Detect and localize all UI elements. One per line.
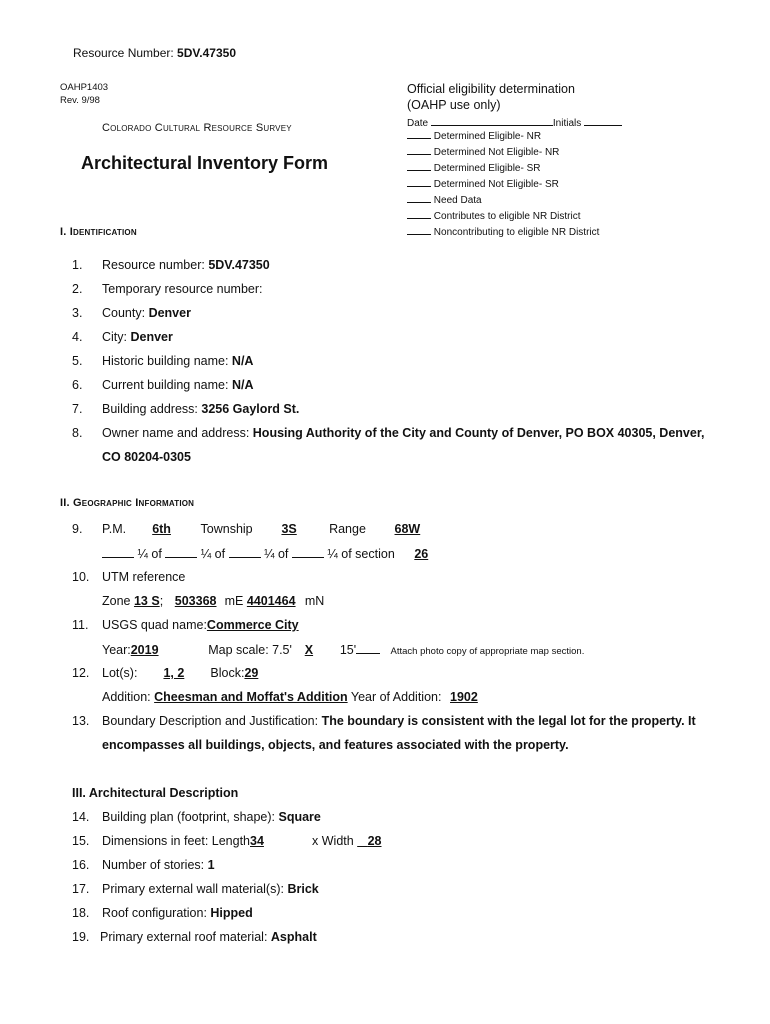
lot-value: 1, 2 <box>163 666 185 680</box>
section-value: 26 <box>414 547 429 561</box>
item-boundary-continued: encompasses all buildings, objects, and features associated with the property. <box>102 738 569 752</box>
item-boundary: Boundary Description and Justification: The boundary is consistent with the legal lot for the property. It <box>102 714 696 728</box>
form-code: OAHP1403 <box>60 82 109 93</box>
section-architectural-heading: III. Architectural Description <box>72 786 239 800</box>
resource-number-label: Resource Number: <box>73 46 178 60</box>
length-value: 34 <box>250 834 264 848</box>
item-pm-township-range: P.M. 6th Township 3S Range 68W <box>102 522 445 536</box>
attach-note: Attach photo copy of appropriate map section. <box>390 646 585 657</box>
date-label: Date <box>407 118 429 129</box>
usgs-value: Commerce City <box>206 618 299 632</box>
item-building-plan: Building plan (footprint, shape): Square <box>102 810 321 824</box>
township-value: 3S <box>281 522 297 536</box>
initials-label: Initials <box>552 118 582 129</box>
item-resource-number: Resource number: 5DV.47350 <box>102 258 270 272</box>
date-blank <box>431 114 553 126</box>
item-number: 11. <box>72 618 89 632</box>
item-roof-configuration: Roof configuration: Hipped <box>102 906 253 920</box>
item-number: 13. <box>72 714 90 728</box>
item-owner: Owner name and address: Housing Authority of the City and County of Denver, PO BOX 40305, Denver, <box>102 426 705 440</box>
item-quarter-section: ¼ of ¼ of ¼ of ¼ of section 26 <box>102 546 444 561</box>
survey-name: Colorado Cultural Resource Survey <box>102 122 292 134</box>
section-geographic-heading: II. Geographic Information <box>60 497 195 509</box>
range-value: 68W <box>394 522 421 536</box>
addition-value: Cheesman and Moffat's Addition <box>154 690 348 704</box>
item-number: 4. <box>72 330 83 344</box>
item-number: 1. <box>72 258 83 272</box>
official-option: Noncontributing to eligible NR District <box>407 223 599 239</box>
item-current-name: Current building name: N/A <box>102 378 254 392</box>
item-number: 3. <box>72 306 83 320</box>
official-option: Determined Eligible- NR <box>407 127 599 143</box>
resource-number-value: 5DV.47350 <box>177 46 236 60</box>
northing-value: 4401464 <box>246 594 296 608</box>
item-number: 7. <box>72 402 83 416</box>
pm-value: 6th <box>152 522 171 536</box>
form-revision: Rev. 9/98 <box>60 95 100 106</box>
official-option: Contributes to eligible NR District <box>407 207 599 223</box>
addition-year-value: 1902 <box>450 690 478 704</box>
item-number: 14. <box>72 810 90 824</box>
item-number: 10. <box>72 570 90 584</box>
item-owner-continued: CO 80204-0305 <box>102 450 191 464</box>
item-wall-material: Primary external wall material(s): Brick <box>102 882 319 896</box>
form-title: Architectural Inventory Form <box>81 153 329 173</box>
item-number: 6. <box>72 378 83 392</box>
item-number: 16. <box>72 858 90 872</box>
section-identification-heading: I. Identification <box>60 226 137 238</box>
item-dimensions: Dimensions in feet: Length34 x Width 28 <box>102 834 427 848</box>
easting-value: 503368 <box>174 594 217 608</box>
official-option: Determined Eligible- SR <box>407 159 599 175</box>
item-stories: Number of stories: 1 <box>102 858 215 872</box>
item-lot-block: Lot(s): 1, 2 Block:29 <box>102 666 314 680</box>
item-usgs-quad: USGS quad name:Commerce City <box>102 618 429 632</box>
item-usgs-year-scale: Year:2019 Map scale: 7.5' X 15' Attach photo copy of appropriate map section. <box>102 643 585 657</box>
item-roof-material: Primary external roof material: Asphalt <box>100 930 317 944</box>
item-number: 12. <box>72 666 90 680</box>
zone-value: 13 S <box>133 594 160 608</box>
official-subtitle: (OAHP use only) <box>407 98 501 112</box>
item-address: Building address: 3256 Gaylord St. <box>102 402 300 416</box>
item-number: 17. <box>72 882 90 896</box>
item-historic-name: Historic building name: N/A <box>102 354 254 368</box>
official-option: Determined Not Eligible- NR <box>407 143 599 159</box>
item-utm-label: UTM reference <box>102 570 186 584</box>
item-temporary-number: Temporary resource number: <box>102 282 263 296</box>
official-title: Official eligibility determination <box>407 82 575 96</box>
item-number: 18. <box>72 906 90 920</box>
official-option: Determined Not Eligible- SR <box>407 175 599 191</box>
resource-number-header <box>73 46 236 60</box>
item-number: 5. <box>72 354 83 368</box>
item-number: 2. <box>72 282 83 296</box>
item-county: County: Denver <box>102 306 191 320</box>
item-number: 19. <box>72 930 90 944</box>
block-value: 29 <box>244 666 259 680</box>
item-city: City: Denver <box>102 330 173 344</box>
item-number: 8. <box>72 426 83 440</box>
item-utm-values: Zone 13 S; 503368 mE 4401464 mN <box>102 594 325 608</box>
width-value: 28 <box>367 834 382 848</box>
official-options <box>407 127 599 239</box>
item-addition: Addition: Cheesman and Moffat's Addition Year of Addition: 1902 <box>102 690 483 704</box>
official-option: Need Data <box>407 191 599 207</box>
year-value: 2019 <box>130 643 159 657</box>
item-number: 9. <box>72 522 83 536</box>
scale-75-value: X <box>304 643 314 657</box>
item-number: 15. <box>72 834 90 848</box>
initials-blank <box>584 114 622 126</box>
